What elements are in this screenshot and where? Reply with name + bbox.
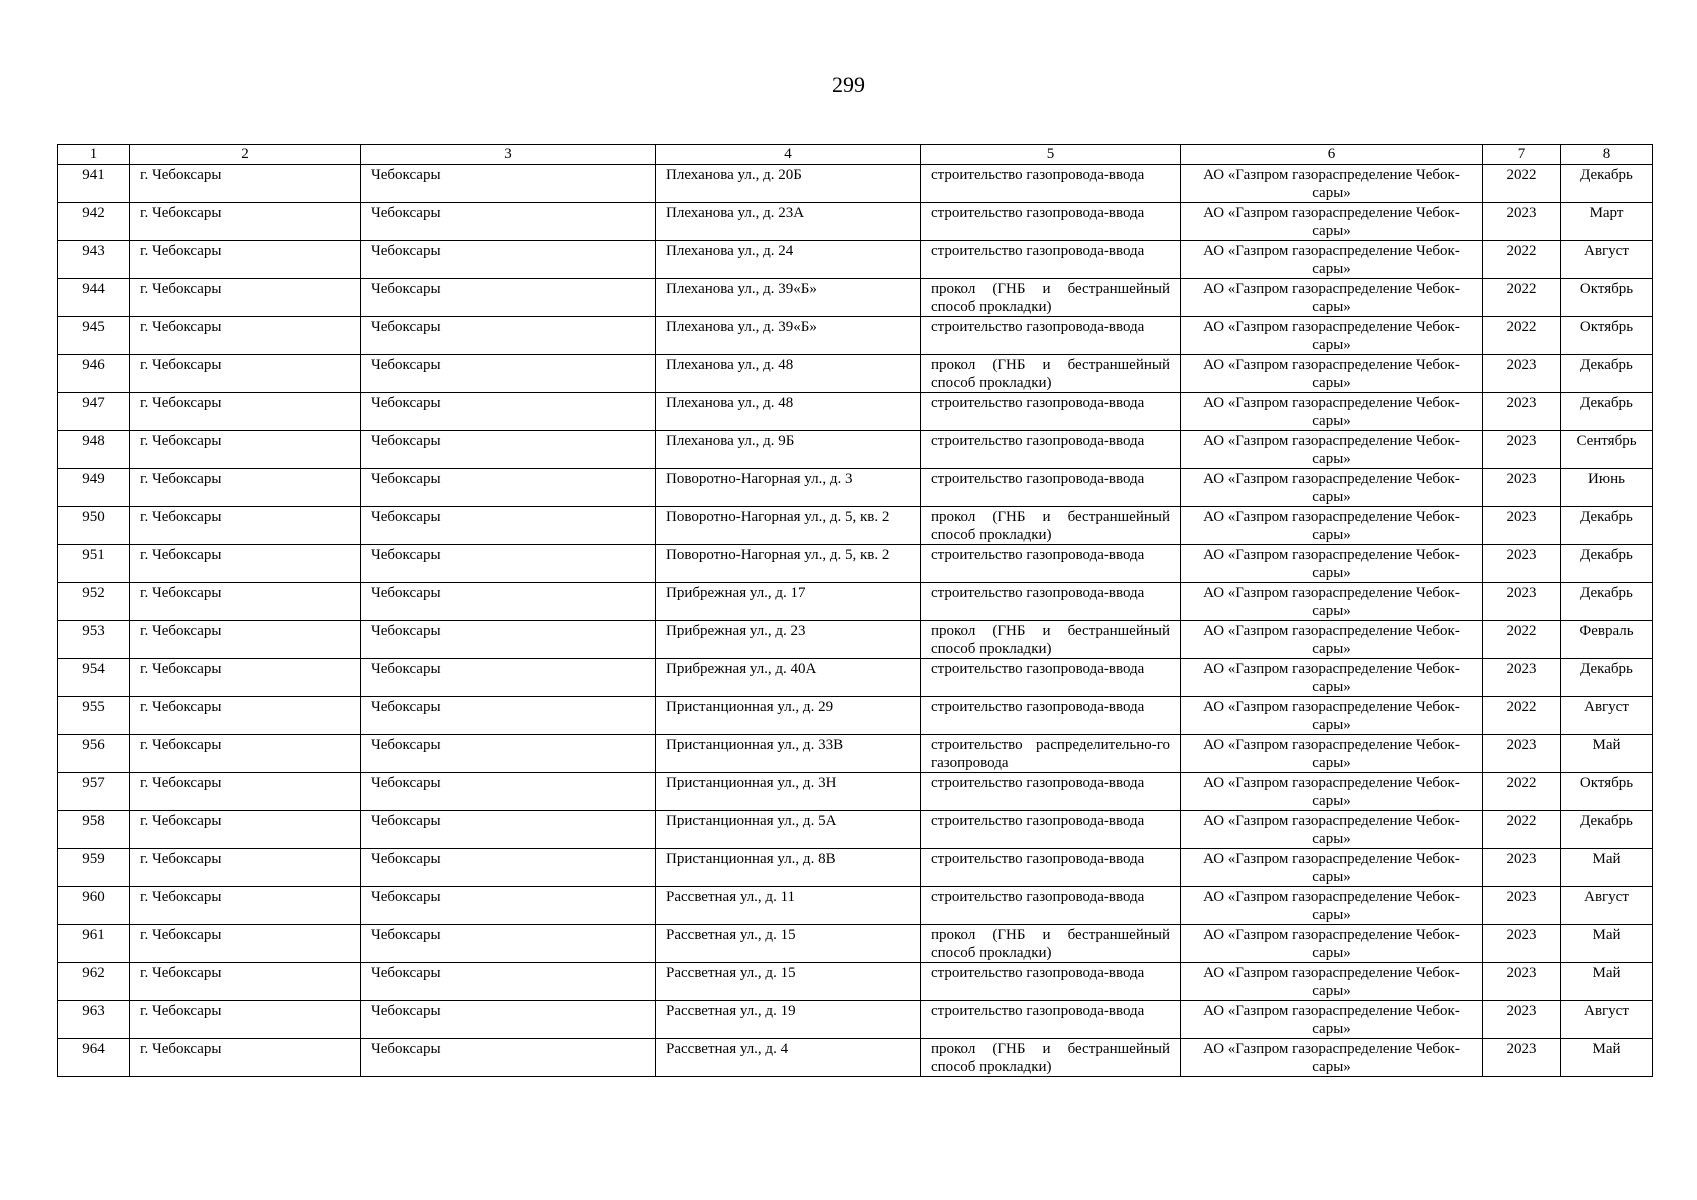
row-number: 955 [58, 697, 130, 735]
year-cell: 2022 [1483, 773, 1561, 811]
row-number: 960 [58, 887, 130, 925]
work-type-cell: строительство газопровода-ввода [921, 317, 1181, 355]
work-type-cell: строительство газопровода-ввода [921, 963, 1181, 1001]
address-cell: Плеханова ул., д. 39«Б» [656, 317, 921, 355]
district-cell: г. Чебоксары [130, 507, 361, 545]
district-cell: г. Чебоксары [130, 925, 361, 963]
address-cell: Прибрежная ул., д. 23 [656, 621, 921, 659]
locality-cell: Чебоксары [361, 469, 656, 507]
column-header: 7 [1483, 145, 1561, 165]
address-cell: Плеханова ул., д. 9Б [656, 431, 921, 469]
table-row [58, 317, 1653, 355]
table-row [58, 811, 1653, 849]
locality-cell: Чебоксары [361, 735, 656, 773]
district-cell: г. Чебоксары [130, 583, 361, 621]
organization-cell: АО «Газпром газораспределение Чебок-сары» [1181, 317, 1483, 355]
year-cell: 2022 [1483, 279, 1561, 317]
month-cell: Август [1561, 241, 1653, 279]
year-cell: 2023 [1483, 963, 1561, 1001]
locality-cell: Чебоксары [361, 279, 656, 317]
year-cell: 2023 [1483, 735, 1561, 773]
year-cell: 2023 [1483, 583, 1561, 621]
table-row [58, 659, 1653, 697]
organization-cell: АО «Газпром газораспределение Чебок-сары» [1181, 659, 1483, 697]
month-cell: Декабрь [1561, 583, 1653, 621]
month-cell: Октябрь [1561, 279, 1653, 317]
locality-cell: Чебоксары [361, 1039, 656, 1077]
organization-cell: АО «Газпром газораспределение Чебок-сары» [1181, 621, 1483, 659]
address-cell: Плеханова ул., д. 48 [656, 393, 921, 431]
locality-cell: Чебоксары [361, 317, 656, 355]
year-cell: 2023 [1483, 659, 1561, 697]
row-number: 945 [58, 317, 130, 355]
year-cell: 2023 [1483, 545, 1561, 583]
work-type-cell: прокол (ГНБ и бестраншейный способ прокладки) [921, 621, 1181, 659]
year-cell: 2023 [1483, 887, 1561, 925]
table-row [58, 925, 1653, 963]
locality-cell: Чебоксары [361, 431, 656, 469]
organization-cell: АО «Газпром газораспределение Чебок-сары» [1181, 925, 1483, 963]
organization-cell: АО «Газпром газораспределение Чебок-сары» [1181, 887, 1483, 925]
month-cell: Июнь [1561, 469, 1653, 507]
year-cell: 2023 [1483, 849, 1561, 887]
table-row [58, 241, 1653, 279]
locality-cell: Чебоксары [361, 393, 656, 431]
year-cell: 2023 [1483, 469, 1561, 507]
month-cell: Май [1561, 849, 1653, 887]
locality-cell: Чебоксары [361, 773, 656, 811]
organization-cell: АО «Газпром газораспределение Чебок-сары» [1181, 811, 1483, 849]
row-number: 963 [58, 1001, 130, 1039]
district-cell: г. Чебоксары [130, 849, 361, 887]
year-cell: 2022 [1483, 811, 1561, 849]
district-cell: г. Чебоксары [130, 241, 361, 279]
organization-cell: АО «Газпром газораспределение Чебок-сары» [1181, 735, 1483, 773]
locality-cell: Чебоксары [361, 659, 656, 697]
district-cell: г. Чебоксары [130, 393, 361, 431]
work-type-cell: прокол (ГНБ и бестраншейный способ прокладки) [921, 925, 1181, 963]
work-type-cell: строительство газопровода-ввода [921, 241, 1181, 279]
organization-cell: АО «Газпром газораспределение Чебок-сары» [1181, 545, 1483, 583]
row-number: 942 [58, 203, 130, 241]
row-number: 959 [58, 849, 130, 887]
work-type-cell: прокол (ГНБ и бестраншейный способ прокладки) [921, 355, 1181, 393]
month-cell: Октябрь [1561, 773, 1653, 811]
year-cell: 2022 [1483, 697, 1561, 735]
work-type-cell: строительство газопровода-ввода [921, 811, 1181, 849]
row-number: 956 [58, 735, 130, 773]
row-number: 948 [58, 431, 130, 469]
work-type-cell: строительство газопровода-ввода [921, 165, 1181, 203]
year-cell: 2023 [1483, 1001, 1561, 1039]
district-cell: г. Чебоксары [130, 1001, 361, 1039]
address-cell: Рассветная ул., д. 15 [656, 925, 921, 963]
month-cell: Декабрь [1561, 545, 1653, 583]
row-number: 950 [58, 507, 130, 545]
table-body [58, 165, 1653, 1077]
organization-cell: АО «Газпром газораспределение Чебок-сары» [1181, 355, 1483, 393]
district-cell: г. Чебоксары [130, 1039, 361, 1077]
table-row [58, 621, 1653, 659]
year-cell: 2023 [1483, 431, 1561, 469]
district-cell: г. Чебоксары [130, 659, 361, 697]
district-cell: г. Чебоксары [130, 469, 361, 507]
locality-cell: Чебоксары [361, 203, 656, 241]
table-row [58, 165, 1653, 203]
year-cell: 2023 [1483, 355, 1561, 393]
month-cell: Август [1561, 1001, 1653, 1039]
locality-cell: Чебоксары [361, 621, 656, 659]
district-cell: г. Чебоксары [130, 317, 361, 355]
table-row [58, 849, 1653, 887]
district-cell: г. Чебоксары [130, 431, 361, 469]
organization-cell: АО «Газпром газораспределение Чебок-сары» [1181, 697, 1483, 735]
organization-cell: АО «Газпром газораспределение Чебок-сары» [1181, 849, 1483, 887]
organization-cell: АО «Газпром газораспределение Чебок-сары» [1181, 469, 1483, 507]
month-cell: Август [1561, 887, 1653, 925]
table-row [58, 507, 1653, 545]
work-type-cell: строительство газопровода-ввода [921, 393, 1181, 431]
year-cell: 2023 [1483, 925, 1561, 963]
month-cell: Март [1561, 203, 1653, 241]
organization-cell: АО «Газпром газораспределение Чебок-сары» [1181, 583, 1483, 621]
table-row [58, 545, 1653, 583]
month-cell: Май [1561, 925, 1653, 963]
row-number: 962 [58, 963, 130, 1001]
district-cell: г. Чебоксары [130, 811, 361, 849]
month-cell: Декабрь [1561, 393, 1653, 431]
row-number: 961 [58, 925, 130, 963]
locality-cell: Чебоксары [361, 849, 656, 887]
work-type-cell: строительство газопровода-ввода [921, 203, 1181, 241]
address-cell: Рассветная ул., д. 15 [656, 963, 921, 1001]
row-number: 951 [58, 545, 130, 583]
page-number: 299 [832, 72, 865, 97]
locality-cell: Чебоксары [361, 241, 656, 279]
district-cell: г. Чебоксары [130, 165, 361, 203]
table-row [58, 735, 1653, 773]
row-number: 947 [58, 393, 130, 431]
work-type-cell: строительство газопровода-ввода [921, 583, 1181, 621]
work-type-cell: строительство газопровода-ввода [921, 849, 1181, 887]
organization-cell: АО «Газпром газораспределение Чебок-сары» [1181, 963, 1483, 1001]
gas-registry-table [57, 144, 1653, 1077]
table-row [58, 1001, 1653, 1039]
address-cell: Рассветная ул., д. 19 [656, 1001, 921, 1039]
address-cell: Рассветная ул., д. 11 [656, 887, 921, 925]
locality-cell: Чебоксары [361, 925, 656, 963]
column-header: 1 [58, 145, 130, 165]
column-header: 8 [1561, 145, 1653, 165]
organization-cell: АО «Газпром газораспределение Чебок-сары» [1181, 507, 1483, 545]
locality-cell: Чебоксары [361, 355, 656, 393]
locality-cell: Чебоксары [361, 507, 656, 545]
table-row [58, 393, 1653, 431]
address-cell: Прибрежная ул., д. 40А [656, 659, 921, 697]
locality-cell: Чебоксары [361, 887, 656, 925]
year-cell: 2022 [1483, 241, 1561, 279]
work-type-cell: строительство газопровода-ввода [921, 659, 1181, 697]
month-cell: Декабрь [1561, 659, 1653, 697]
year-cell: 2023 [1483, 1039, 1561, 1077]
row-number: 946 [58, 355, 130, 393]
table-row [58, 431, 1653, 469]
address-cell: Плеханова ул., д. 24 [656, 241, 921, 279]
month-cell: Май [1561, 963, 1653, 1001]
row-number: 943 [58, 241, 130, 279]
address-cell: Плеханова ул., д. 20Б [656, 165, 921, 203]
district-cell: г. Чебоксары [130, 355, 361, 393]
organization-cell: АО «Газпром газораспределение Чебок-сары» [1181, 1001, 1483, 1039]
table-row [58, 887, 1653, 925]
column-header: 5 [921, 145, 1181, 165]
work-type-cell: прокол (ГНБ и бестраншейный способ прокладки) [921, 1039, 1181, 1077]
organization-cell: АО «Газпром газораспределение Чебок-сары» [1181, 203, 1483, 241]
table-row [58, 963, 1653, 1001]
year-cell: 2022 [1483, 165, 1561, 203]
year-cell: 2022 [1483, 317, 1561, 355]
organization-cell: АО «Газпром газораспределение Чебок-сары» [1181, 1039, 1483, 1077]
column-header: 4 [656, 145, 921, 165]
locality-cell: Чебоксары [361, 545, 656, 583]
table-row [58, 279, 1653, 317]
locality-cell: Чебоксары [361, 1001, 656, 1039]
year-cell: 2023 [1483, 393, 1561, 431]
row-number: 944 [58, 279, 130, 317]
month-cell: Май [1561, 1039, 1653, 1077]
work-type-cell: строительство газопровода-ввода [921, 773, 1181, 811]
work-type-cell: строительство газопровода-ввода [921, 887, 1181, 925]
column-header: 2 [130, 145, 361, 165]
work-type-cell: строительство распределительно-го газопровода [921, 735, 1181, 773]
district-cell: г. Чебоксары [130, 887, 361, 925]
row-number: 954 [58, 659, 130, 697]
month-cell: Сентябрь [1561, 431, 1653, 469]
address-cell: Пристанционная ул., д. 33В [656, 735, 921, 773]
address-cell: Рассветная ул., д. 4 [656, 1039, 921, 1077]
organization-cell: АО «Газпром газораспределение Чебок-сары» [1181, 165, 1483, 203]
address-cell: Поворотно-Нагорная ул., д. 5, кв. 2 [656, 507, 921, 545]
row-number: 953 [58, 621, 130, 659]
organization-cell: АО «Газпром газораспределение Чебок-сары» [1181, 279, 1483, 317]
row-number: 958 [58, 811, 130, 849]
address-cell: Плеханова ул., д. 48 [656, 355, 921, 393]
address-cell: Поворотно-Нагорная ул., д. 5, кв. 2 [656, 545, 921, 583]
district-cell: г. Чебоксары [130, 773, 361, 811]
district-cell: г. Чебоксары [130, 545, 361, 583]
address-cell: Поворотно-Нагорная ул., д. 3 [656, 469, 921, 507]
address-cell: Плеханова ул., д. 39«Б» [656, 279, 921, 317]
work-type-cell: строительство газопровода-ввода [921, 545, 1181, 583]
address-cell: Плеханова ул., д. 23А [656, 203, 921, 241]
address-cell: Пристанционная ул., д. 8В [656, 849, 921, 887]
district-cell: г. Чебоксары [130, 279, 361, 317]
work-type-cell: строительство газопровода-ввода [921, 431, 1181, 469]
address-cell: Пристанционная ул., д. 29 [656, 697, 921, 735]
month-cell: Декабрь [1561, 355, 1653, 393]
row-number: 952 [58, 583, 130, 621]
organization-cell: АО «Газпром газораспределение Чебок-сары» [1181, 393, 1483, 431]
work-type-cell: строительство газопровода-ввода [921, 469, 1181, 507]
row-number: 949 [58, 469, 130, 507]
work-type-cell: прокол (ГНБ и бестраншейный способ прокладки) [921, 507, 1181, 545]
row-number: 957 [58, 773, 130, 811]
locality-cell: Чебоксары [361, 583, 656, 621]
locality-cell: Чебоксары [361, 811, 656, 849]
organization-cell: АО «Газпром газораспределение Чебок-сары» [1181, 773, 1483, 811]
month-cell: Декабрь [1561, 811, 1653, 849]
table-row [58, 773, 1653, 811]
work-type-cell: прокол (ГНБ и бестраншейный способ прокладки) [921, 279, 1181, 317]
year-cell: 2023 [1483, 203, 1561, 241]
row-number: 964 [58, 1039, 130, 1077]
district-cell: г. Чебоксары [130, 735, 361, 773]
locality-cell: Чебоксары [361, 963, 656, 1001]
locality-cell: Чебоксары [361, 697, 656, 735]
month-cell: Август [1561, 697, 1653, 735]
year-cell: 2022 [1483, 621, 1561, 659]
district-cell: г. Чебоксары [130, 697, 361, 735]
month-cell: Декабрь [1561, 165, 1653, 203]
row-number: 941 [58, 165, 130, 203]
address-cell: Прибрежная ул., д. 17 [656, 583, 921, 621]
month-cell: Февраль [1561, 621, 1653, 659]
district-cell: г. Чебоксары [130, 621, 361, 659]
address-cell: Пристанционная ул., д. 3Н [656, 773, 921, 811]
table-row [58, 1039, 1653, 1077]
table-row [58, 203, 1653, 241]
month-cell: Май [1561, 735, 1653, 773]
year-cell: 2023 [1483, 507, 1561, 545]
organization-cell: АО «Газпром газораспределение Чебок-сары» [1181, 241, 1483, 279]
table-row [58, 469, 1653, 507]
month-cell: Декабрь [1561, 507, 1653, 545]
month-cell: Октябрь [1561, 317, 1653, 355]
district-cell: г. Чебоксары [130, 963, 361, 1001]
column-header: 3 [361, 145, 656, 165]
table-row [58, 355, 1653, 393]
work-type-cell: строительство газопровода-ввода [921, 697, 1181, 735]
table-row [58, 697, 1653, 735]
organization-cell: АО «Газпром газораспределение Чебок-сары» [1181, 431, 1483, 469]
header-row [58, 145, 1653, 165]
work-type-cell: строительство газопровода-ввода [921, 1001, 1181, 1039]
district-cell: г. Чебоксары [130, 203, 361, 241]
column-header: 6 [1181, 145, 1483, 165]
address-cell: Пристанционная ул., д. 5А [656, 811, 921, 849]
table-row [58, 583, 1653, 621]
locality-cell: Чебоксары [361, 165, 656, 203]
